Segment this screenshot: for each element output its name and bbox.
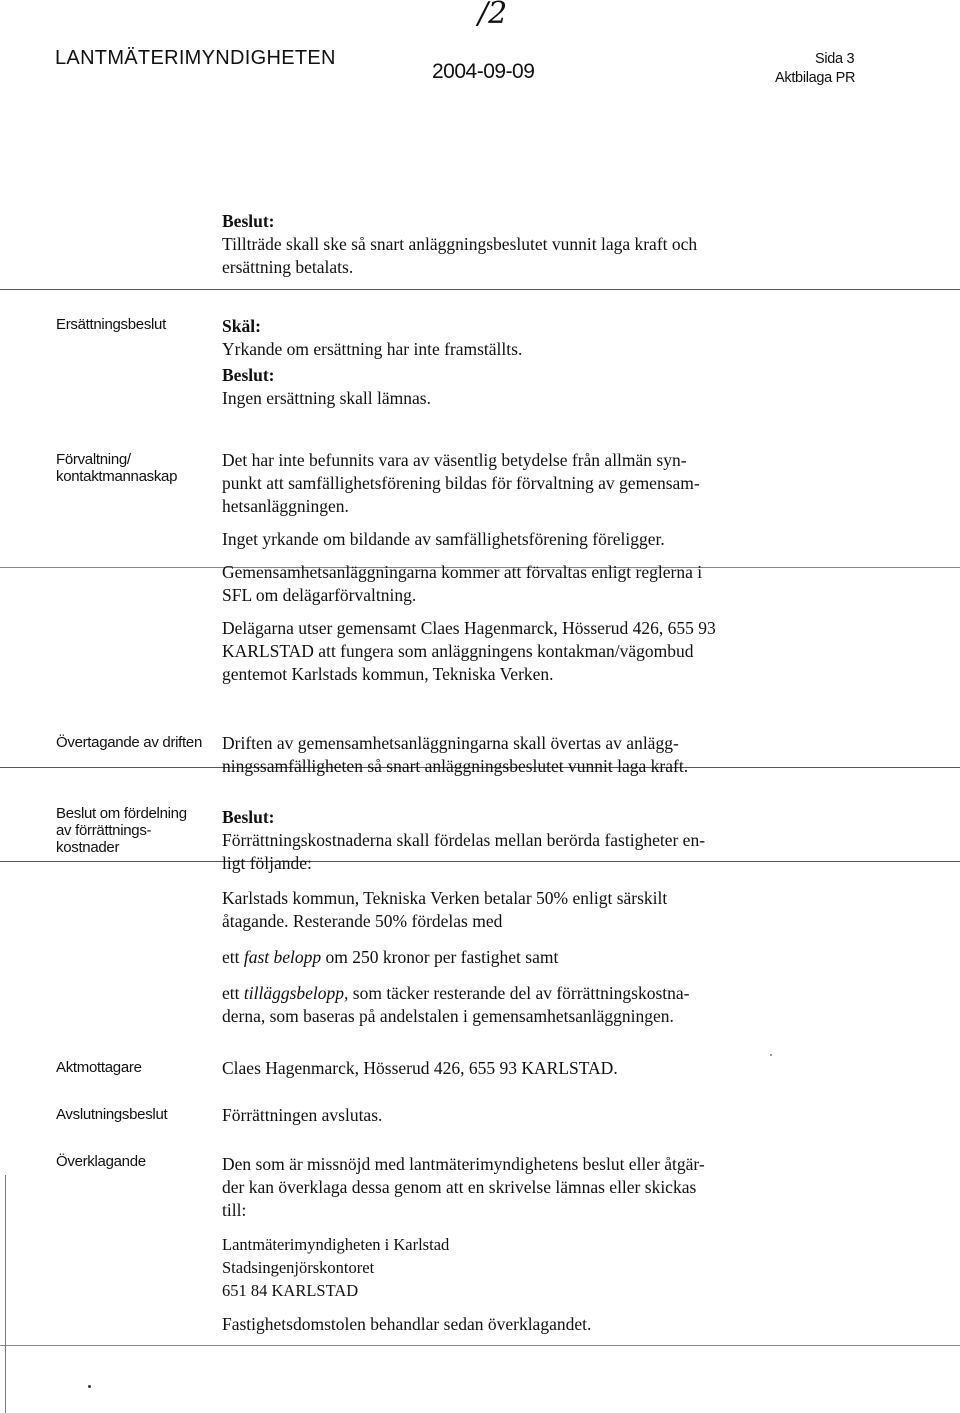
- side-label-fordelning: [56, 805, 187, 856]
- overtagande-section: [222, 732, 688, 778]
- paragraph-line: Tillträde skall ske så snart anläggningsbeslutet vunnit laga kraft och: [222, 234, 698, 254]
- text-run: som täcker resterande del av förrättningskostna-: [348, 983, 690, 1003]
- paragraph-line: der kan överklaga dessa genom att en skrivelse lämnas eller skickas: [222, 1177, 697, 1197]
- paragraph-line: ligt följande:: [222, 853, 312, 873]
- scan-dot: [88, 1385, 91, 1388]
- paragraph-line: ningssamfälligheten så snart anläggningsbeslutet vunnit laga kraft.: [222, 756, 689, 776]
- side-label-avslutning: Avslutningsbeslut: [56, 1106, 168, 1123]
- section-heading: Beslut:: [222, 365, 275, 385]
- paragraph-line: till:: [222, 1200, 247, 1220]
- emphasis-term: tilläggsbelopp,: [243, 983, 349, 1003]
- paragraph-line: Förrättningskostnaderna skall fördelas mellan berörda fastigheter en-: [222, 830, 706, 850]
- side-label-ersattning: Ersättningsbeslut: [56, 316, 166, 333]
- text-run: ett: [222, 983, 244, 1003]
- label-line: kontaktmannaskap: [56, 468, 178, 485]
- handwritten-page-mark: /2: [478, 0, 508, 31]
- document-date: 2004-09-09: [432, 60, 535, 83]
- scan-margin-line: [5, 1175, 6, 1413]
- scan-line: [0, 289, 960, 290]
- paragraph-line: Gemensamhetsanläggningarna kommer att förvaltas enligt reglerna i: [222, 562, 703, 582]
- label-line: Förvaltning/: [56, 451, 131, 468]
- paragraph-line: Delägarna utser gemensamt Claes Hagenmarck, Hösserud 426, 655 93: [222, 618, 716, 638]
- paragraph-line: hetsanläggningen.: [222, 496, 349, 516]
- avslutning-text: Förrättningen avslutas.: [222, 1105, 383, 1125]
- address-line: Stadsingenjörskontoret: [222, 1258, 375, 1277]
- paragraph-line: gentemot Karlstads kommun, Tekniska Verken.: [222, 664, 554, 684]
- forvaltning-section: [222, 449, 716, 686]
- paragraph-line: derna, som baseras på andelstalen i gemensamhetsanläggningen.: [222, 1006, 674, 1026]
- tilltrade-section: [222, 210, 697, 279]
- page-number: Sida 3: [815, 51, 855, 67]
- label-line: Beslut om fördelning: [56, 805, 187, 822]
- organization-name: LANTMÄTERIMYNDIGHETEN: [55, 47, 336, 69]
- paragraph-line: Driften av gemensamhetsanläggningarna skall övertas av anlägg-: [222, 733, 679, 753]
- side-label-overtagande: Övertagande av driften: [56, 734, 202, 751]
- side-label-overklagande: Överklagande: [56, 1153, 146, 1170]
- paragraph-line: Yrkande om ersättning har inte framställts.: [222, 339, 523, 359]
- paragraph-line: [222, 982, 705, 1005]
- address-line: 651 84 KARLSTAD: [222, 1281, 359, 1300]
- paragraph-line: Fastighetsdomstolen behandlar sedan överklagandet.: [222, 1314, 592, 1334]
- emphasis-term: fast belopp: [243, 947, 322, 967]
- address-line: Lantmäterimyndigheten i Karlstad: [222, 1235, 450, 1254]
- ersattning-section: [222, 315, 522, 410]
- paragraph-line: KARLSTAD att fungera som anläggningens kontakman/vägombud: [222, 641, 694, 661]
- fordelning-section: [222, 806, 705, 1028]
- section-heading: Skäl:: [222, 316, 261, 336]
- attachment-label: Aktbilaga PR: [775, 70, 856, 86]
- paragraph-line: Den som är missnöjd med lantmäterimyndighetens beslut eller åtgär-: [222, 1154, 705, 1174]
- paragraph-line: Karlstads kommun, Tekniska Verken betalar 50% enligt särskilt: [222, 888, 668, 908]
- aktmottagare-text: Claes Hagenmarck, Hösserud 426, 655 93 KARLSTAD.: [222, 1058, 618, 1078]
- text-run: ett: [222, 947, 244, 967]
- text-run: om 250 kronor per fastighet samt: [321, 947, 559, 967]
- overklagande-section: [222, 1153, 705, 1336]
- paragraph-line: åtagande. Resterande 50% fördelas med: [222, 911, 503, 931]
- paragraph-line: Inget yrkande om bildande av samfällighetsförening föreligger.: [222, 529, 665, 549]
- paragraph-line: SFL om delägarförvaltning.: [222, 585, 417, 605]
- side-label-forvaltning: [56, 451, 177, 485]
- scan-dot: [770, 1054, 772, 1056]
- paragraph-line: Ingen ersättning skall lämnas.: [222, 388, 431, 408]
- section-heading: Beslut:: [222, 211, 275, 231]
- scan-line: [0, 1345, 960, 1346]
- side-label-aktmottagare: Aktmottagare: [56, 1059, 142, 1076]
- paragraph-line: [222, 946, 705, 969]
- paragraph-line: punkt att samfällighetsförening bildas för förvaltning av gemensam-: [222, 473, 700, 493]
- paragraph-line: Det har inte befunnits vara av väsentlig betydelse från allmän syn-: [222, 450, 687, 470]
- section-heading: Beslut:: [222, 807, 275, 827]
- label-line: kostnader: [56, 839, 120, 856]
- label-line: av förrättnings-: [56, 822, 152, 839]
- paragraph-line: ersättning betalats.: [222, 257, 354, 277]
